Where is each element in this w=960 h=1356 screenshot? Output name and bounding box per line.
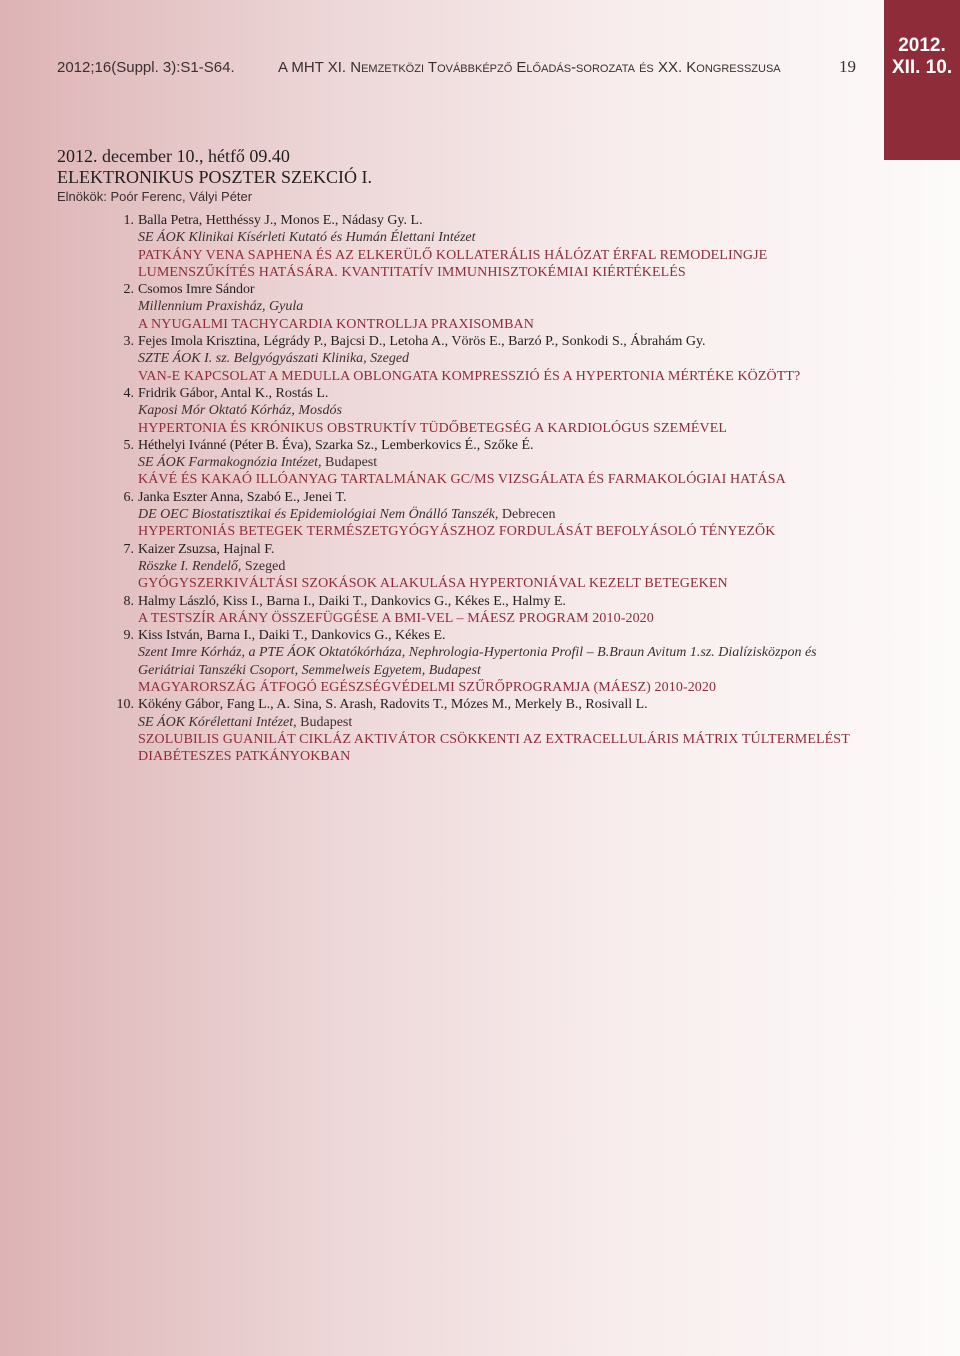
abstract-title: HYPERTONIA ÉS KRÓNIKUS OBSTRUKTÍV TÜDŐBETEGSÉG A KARDIOLÓGUS SZEMÉVEL (138, 420, 728, 436)
presenter-name: Janka Eszter Anna (138, 489, 240, 505)
presenter-name: Fejes Imola Krisztina (138, 334, 257, 350)
abstract-item (92, 541, 872, 593)
abstract-item (92, 212, 872, 281)
affiliation-text: Millennium Praxisház, Gyula (138, 299, 304, 315)
abstract-affiliation (138, 558, 872, 575)
coauthors: , Fang L., A. Sina, S. Arash, Radovits T., Mózes M., Merkely B., Rosivall L. (219, 697, 648, 713)
abstract-authors (138, 281, 872, 298)
abstract-item (92, 627, 872, 696)
coauthors: , Szarka Sz., Lemberkovics É., Szőke É. (308, 437, 534, 453)
abstract-number: 7. (123, 541, 134, 557)
abstract-number: 3. (123, 334, 134, 350)
affiliation-text: SE ÁOK Kórélettani Intézet, (138, 714, 301, 730)
presenter-name: Héthelyi Ivánné (Péter B. Éva) (138, 437, 308, 453)
coauthors: , Antal K., Rostás L. (214, 385, 329, 401)
coauthors: , Hetthéssy J., Monos E., Nádasy Gy. L. (198, 213, 423, 228)
abstract-affiliation (138, 298, 872, 315)
presenter-name: Halmy László (138, 593, 216, 609)
abstract-item (92, 333, 872, 385)
affiliation-city: Budapest (325, 455, 378, 471)
abstract-number: 1. (123, 213, 134, 228)
abstract-authors (138, 385, 872, 402)
presenter-name: Fridrik Gábor (138, 385, 215, 401)
abstract-authors (138, 627, 872, 644)
coauthors: , Kiss I., Barna I., Daiki T., Dankovics G., Kékes E., Halmy E. (215, 593, 566, 609)
abstract-item (92, 385, 872, 437)
abstract-title: PATKÁNY VENA SAPHENA ÉS AZ ELKERÜLŐ KOLLATERÁLIS HÁLÓZAT ÉRFAL REMODELINGJE LUMENSZŰKÍTÉS HATÁSÁRA. KVANTITATÍV IMMUNHISZTOKÉMIAI KIÉRTÉKELÉS (138, 247, 768, 280)
journal-citation: 2012;16(Suppl. 3):S1-S64. (57, 59, 235, 76)
abstract-item (92, 696, 872, 765)
date-tab-day: XII. 10. (891, 57, 953, 78)
abstract-number: 6. (123, 489, 134, 505)
abstract-number: 8. (123, 593, 134, 609)
abstract-authors (138, 541, 872, 558)
abstract-title: A NYUGALMI TACHYCARDIA KONTROLLJA PRAXISOMBAN (138, 316, 534, 332)
abstract-title: MAGYARORSZÁG ÁTFOGÓ EGÉSZSÉGVÉDELMI SZŰRŐPROGRAMJA (MÁESZ) 2010-2020 (138, 680, 717, 696)
congress-title: A MHT XI. Nemzetközi Továbbképző Előadás-sorozata és XX. Kongresszusa (278, 59, 781, 76)
abstract-authors (138, 696, 872, 713)
abstract-title: SZOLUBILIS GUANILÁT CIKLÁZ AKTIVÁTOR CSÖKKENTI AZ EXTRACELLULÁRIS MÁTRIX TÚLTERMELÉST DIABÉTESZES PATKÁNYOKBAN (138, 731, 850, 765)
affiliation-text: SE ÁOK Farmakognózia Intézet, (138, 455, 326, 471)
abstract-title: VAN-E KAPCSOLAT A MEDULLA OBLONGATA KOMPRESSZIÓ ÉS A HYPERTONIA MÉRTÉKE KÖZÖTT? (138, 368, 801, 384)
abstract-item (92, 281, 872, 333)
abstract-authors (138, 593, 872, 610)
abstract-item (92, 593, 872, 628)
presenter-name: Kiss István (138, 628, 200, 644)
abstract-title: GYÓGYSZERKIVÁLTÁSI SZOKÁSOK ALAKULÁSA HYPERTONIÁVAL KEZELT BETEGEKEN (138, 576, 728, 592)
coauthors: , Légrády P., Bajcsi D., Letoha A., Vörös E., Barzó P., Sonkodi S., Ábrahám Gy. (256, 334, 706, 350)
affiliation-text: Kaposi Mór Oktató Kórház, Mosdós (138, 403, 342, 419)
abstract-number: 4. (123, 385, 134, 401)
affiliation-text: SE ÁOK Klinikai Kísérleti Kutató és Humán Élettani Intézet (138, 230, 476, 246)
affiliation-city: Szeged (244, 558, 286, 574)
abstract-list (92, 212, 872, 766)
affiliation-city: Debrecen (501, 507, 556, 523)
abstract-number: 10. (116, 697, 134, 713)
session-title: ELEKTRONIKUS POSZTER SZEKCIÓ I. (57, 167, 372, 187)
session-chairs: Elnökök: Poór Ferenc, Vályi Péter (57, 189, 253, 204)
presenter-name: Csomos Imre Sándor (138, 282, 255, 298)
session-heading (57, 146, 857, 206)
presenter-name: Kaizer Zsuzsa (138, 541, 217, 557)
abstract-affiliation (138, 350, 872, 367)
abstract-authors (138, 489, 872, 506)
abstract-item (92, 437, 872, 489)
date-tab (884, 0, 960, 160)
abstract-affiliation (138, 454, 872, 471)
abstract-authors (138, 212, 872, 229)
presenter-name: Kökény Gábor (138, 697, 220, 713)
coauthors: , Barna I., Daiki T., Dankovics G., Kékes E. (199, 628, 446, 644)
abstract-affiliation (138, 644, 872, 679)
abstract-authors (138, 437, 872, 454)
affiliation-city: Budapest (300, 714, 353, 730)
abstract-affiliation (138, 229, 872, 246)
abstract-title: A TESTSZÍR ARÁNY ÖSSZEFÜGGÉSE A BMI-VEL – MÁESZ PROGRAM 2010-2020 (138, 610, 654, 626)
abstract-title: HYPERTONIÁS BETEGEK TERMÉSZETGYÓGYÁSZHOZ FORDULÁSÁT BEFOLYÁSOLÓ TÉNYEZŐK (138, 524, 776, 540)
page-number: 19 (839, 57, 856, 76)
abstract-authors (138, 333, 872, 350)
abstract-number: 2. (123, 282, 134, 298)
affiliation-text: DE OEC Biostatisztikai és Epidemiológiai Nem Önálló Tanszék, (138, 507, 502, 523)
abstract-affiliation (138, 714, 872, 731)
abstract-number: 9. (123, 628, 134, 644)
presenter-name: Balla Petra (138, 213, 199, 228)
session-datetime: 2012. december 10., hétfő 09.40 (57, 146, 290, 166)
abstract-affiliation (138, 506, 872, 523)
abstract-item (92, 489, 872, 541)
coauthors: , Szabó E., Jenei T. (239, 489, 347, 505)
affiliation-text: SZTE ÁOK I. sz. Belgyógyászati Klinika, Szeged (138, 351, 410, 367)
coauthors: , Hajnal F. (216, 541, 275, 557)
affiliation-text: Röszke I. Rendelő, (138, 558, 245, 574)
abstract-affiliation (138, 402, 872, 419)
affiliation-text: Szent Imre Kórház, a PTE ÁOK Oktatókórháza, Nephrologia-Hypertonia Profil – B.Braun Avitum 1.sz. Dialízisközpon és Geriátriai Tanszéki Csoport, Semmelweis Egyetem, Budapest (138, 645, 817, 678)
running-header (57, 57, 867, 81)
date-tab-year: 2012. (898, 35, 946, 56)
abstract-title: KÁVÉ ÉS KAKAÓ ILLÓANYAG TARTALMÁNAK GC/MS VIZSGÁLATA ÉS FARMAKOLÓGIAI HATÁSA (138, 472, 786, 488)
abstract-number: 5. (123, 437, 134, 453)
